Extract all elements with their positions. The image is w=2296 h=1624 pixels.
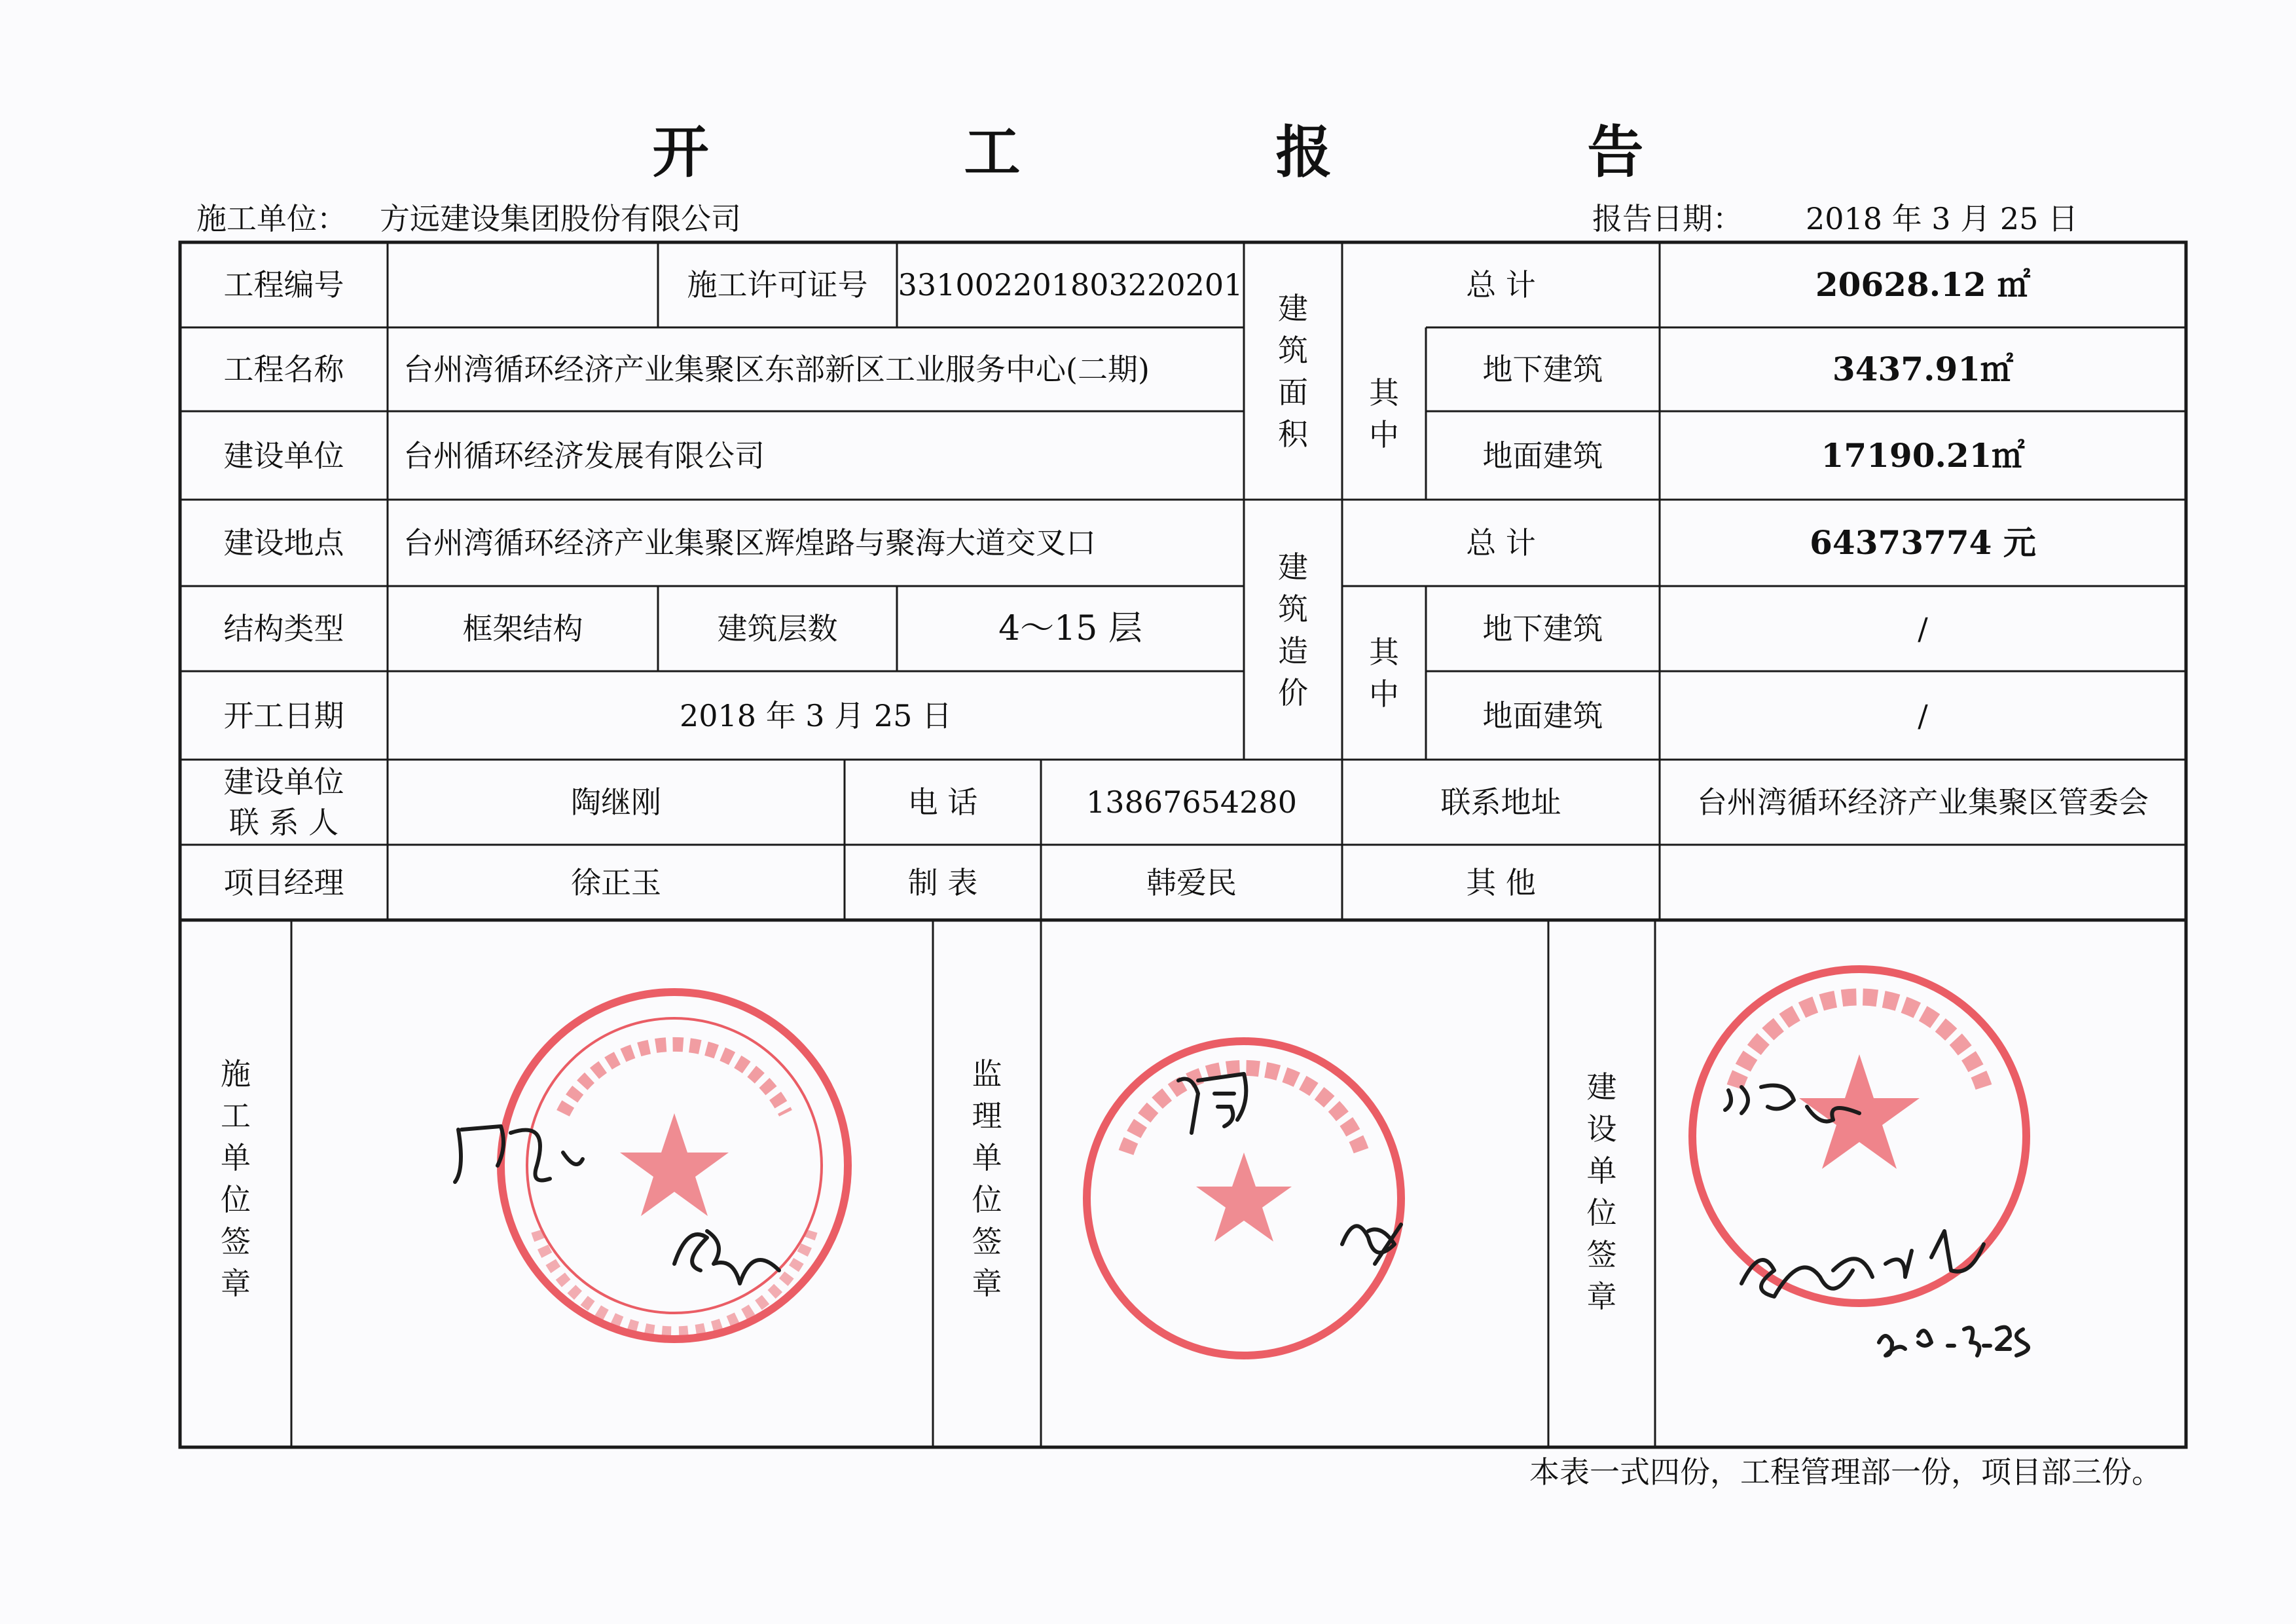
supervisor-sign-label: 监 理 单 位 签 章 [972,1056,1002,1301]
area-aboveground-value: 17190.21㎡ [1821,435,2025,475]
footer-note: 本表一式四份，工程管理部一份，项目部三份。 [1529,1454,2162,1490]
project-name-label: 工程名称 [223,352,344,387]
owner-label: 建设单位 [223,437,344,473]
structure-value: 框架结构 [462,611,583,646]
cost-of-which-label: 其 中 [1369,634,1399,712]
report-date-label: 报告日期： [1592,201,1743,236]
permit-label: 施工许可证号 [687,267,868,303]
contractor-label: 施工单位： [196,201,347,236]
permit-value: 331002201803220201 [898,267,1243,303]
address-label: 联系地址 [1440,784,1561,820]
project-name-value: 台州湾循环经济产业集聚区东部新区工业服务中心(二期) [403,352,1150,387]
owner-sign-label: 建 设 单 位 签 章 [1586,1069,1617,1314]
project-manager-label: 项目经理 [223,864,344,900]
area-underground-value: 3437.91㎡ [1832,350,2014,388]
cost-aboveground-value: / [1918,697,1928,733]
contractor-name: 方远建设集团股份有限公司 [380,201,741,236]
start-date-value: 2018 年 3 月 25 日 [680,697,952,733]
address-value: 台州湾循环经济产业集聚区管委会 [1697,784,2149,820]
prepared-by-value: 韩爱民 [1146,864,1237,900]
cost-total-label: 总 计 [1466,525,1536,561]
area-of-which-label: 其 中 [1369,375,1399,452]
project-no-label: 工程编号 [223,267,344,303]
floors-value: 4～15 层 [998,609,1142,648]
structure-label: 结构类型 [223,611,344,646]
contractor-sign-label: 施 工 单 位 签 章 [221,1056,251,1301]
area-total-value: 20628.12 ㎡ [1815,265,2031,304]
area-total-label: 总 计 [1466,267,1536,303]
owner-contact-label: 建设单位 联 系 人 [223,764,344,840]
start-date-label: 开工日期 [223,697,344,733]
owner-contact-value: 陶继刚 [571,784,661,820]
phone-label: 电 话 [907,784,978,820]
other-value [1660,845,2186,920]
document-title: 开 工 报 告 [652,119,1762,185]
area-aboveground-label: 地面建筑 [1482,437,1603,473]
location-label: 建设地点 [223,525,344,561]
project-manager-value: 徐正玉 [571,864,661,900]
prepared-by-label: 制 表 [907,864,978,900]
cost-group-label: 建 筑 造 价 [1278,549,1308,710]
area-group-label: 建 筑 面 积 [1278,290,1308,452]
floors-label: 建筑层数 [717,611,838,646]
cost-underground-label: 地下建筑 [1482,611,1603,646]
other-label: 其 他 [1466,864,1536,900]
area-underground-label: 地下建筑 [1482,352,1603,387]
phone-value: 13867654280 [1086,784,1297,820]
cost-total-value: 64373774 元 [1810,523,2036,562]
cost-underground-value: / [1918,611,1928,646]
location-value: 台州湾循环经济产业集聚区辉煌路与聚海大道交叉口 [403,525,1096,561]
report-date-value: 2018 年 3 月 25 日 [1806,201,2078,236]
owner-value: 台州循环经济发展有限公司 [403,437,765,473]
cost-aboveground-label: 地面建筑 [1482,697,1603,733]
project-no-value [388,242,658,327]
